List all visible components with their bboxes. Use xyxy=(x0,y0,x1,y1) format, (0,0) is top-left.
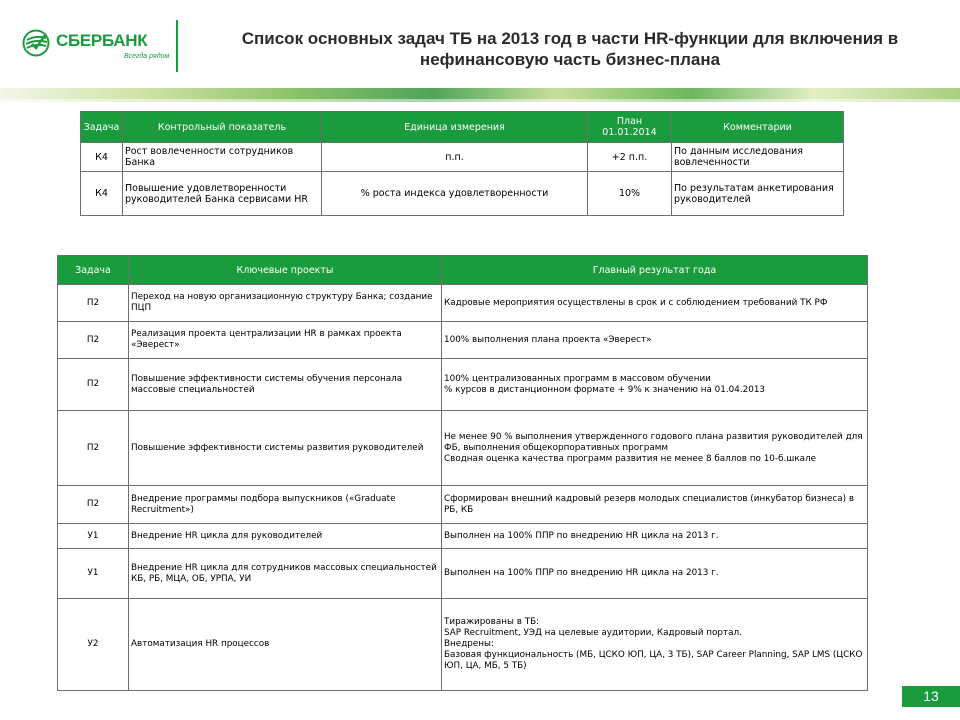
cell-project: Переход на новую организационную структуру Банка; создание ПЦП xyxy=(129,285,442,322)
table-row xyxy=(58,486,868,524)
col-header-task: Задача xyxy=(81,112,123,143)
cell-task: К4 xyxy=(81,172,123,216)
col-header-plan: План 01.01.2014 xyxy=(588,112,672,143)
table-row xyxy=(58,411,868,486)
col-header-task: Задача xyxy=(58,256,129,285)
cell-plan: +2 п.п. xyxy=(588,143,672,172)
cell-unit: п.п. xyxy=(322,143,588,172)
cell-task: У2 xyxy=(58,599,129,691)
cell-project: Повышение эффективности системы развития руководителей xyxy=(129,411,442,486)
page-number: 13 xyxy=(902,686,960,707)
cell-task: П2 xyxy=(58,322,129,359)
cell-project: Автоматизация HR процессов xyxy=(129,599,442,691)
cell-task: У1 xyxy=(58,549,129,599)
cell-task: П2 xyxy=(58,486,129,524)
col-header-indicator: Контрольный показатель xyxy=(123,112,322,143)
cell-comment: По данным исследования вовлеченности xyxy=(672,143,844,172)
cell-result: Не менее 90 % выполнения утвержденного годового плана развития руководителей для ФБ, выполнения общекорпоративных программ Сводная оценка качества программ развития не менее 8 баллов по 10-б.шкале xyxy=(442,411,868,486)
header-divider xyxy=(176,20,178,72)
table-row xyxy=(58,359,868,411)
cell-result: Тиражированы в ТБ: SAP Recruitment, УЭД на целевые аудитории, Кадровый портал. Внедрены: Базовая функциональность (МБ, ЦСКО ЮП, ЦА, 3 ТБ), SAP Career Planning, SAP LMS (ЦСКО ЮП, ЦА, МБ, 5 ТБ) xyxy=(442,599,868,691)
cell-project: Внедрение HR цикла для руководителей xyxy=(129,524,442,549)
cell-plan: 10% xyxy=(588,172,672,216)
table-row xyxy=(58,322,868,359)
cell-result: 100% централизованных программ в массовом обучении % курсов в дистанционном формате + 9% к значению на 01.04.2013 xyxy=(442,359,868,411)
cell-task: П2 xyxy=(58,411,129,486)
cell-project: Внедрение программы подбора выпускников («Graduate Recruitment») xyxy=(129,486,442,524)
cell-task: У1 xyxy=(58,524,129,549)
cell-project: Внедрение HR цикла для сотрудников массовых специальностей КБ, РБ, МЦА, ОБ, УРПА, УИ xyxy=(129,549,442,599)
cell-result: 100% выполнения плана проекта «Эверест» xyxy=(442,322,868,359)
table-row xyxy=(58,599,868,691)
cell-result: Выполнен на 100% ППР по внедрению HR цикла на 2013 г. xyxy=(442,524,868,549)
col-header-projects: Ключевые проекты xyxy=(129,256,442,285)
cell-task: П2 xyxy=(58,359,129,411)
projects-table-header xyxy=(58,256,868,285)
table-row xyxy=(58,549,868,599)
cell-project: Реализация проекта централизации HR в рамках проекта «Эверест» xyxy=(129,322,442,359)
col-header-unit: Единица измерения xyxy=(322,112,588,143)
col-header-result: Главный результат года xyxy=(442,256,868,285)
kpi-table xyxy=(80,111,844,216)
cell-result: Кадровые мероприятия осуществлены в срок и с соблюдением требований ТК РФ xyxy=(442,285,868,322)
cell-comment: По результатам анкетирования руководителей xyxy=(672,172,844,216)
cell-indicator: Рост вовлеченности сотрудников Банка xyxy=(123,143,322,172)
decorative-band xyxy=(0,88,960,102)
cell-project: Повышение эффективности системы обучения персонала массовые специальностей xyxy=(129,359,442,411)
sberbank-logo-icon xyxy=(22,29,50,57)
col-header-comments: Комментарии xyxy=(672,112,844,143)
cell-task: К4 xyxy=(81,143,123,172)
table-row xyxy=(58,524,868,549)
kpi-table-header xyxy=(81,112,844,143)
table-row xyxy=(81,143,844,172)
logo-text: СБЕРБАНК xyxy=(56,31,148,50)
cell-result: Выполнен на 100% ППР по внедрению HR цикла на 2013 г. xyxy=(442,549,868,599)
logo-tagline: Всегда рядом xyxy=(124,53,170,60)
cell-unit: % роста индекса удовлетворенности xyxy=(322,172,588,216)
cell-indicator: Повышение удовлетворенности руководителей Банка сервисами HR xyxy=(123,172,322,216)
projects-table xyxy=(57,255,868,691)
cell-task: П2 xyxy=(58,285,129,322)
table-row xyxy=(58,285,868,322)
page-title: Список основных задач ТБ на 2013 год в части HR-функции для включения в нефинансовую часть бизнес-плана xyxy=(241,29,899,69)
table-row xyxy=(81,172,844,216)
sberbank-logo xyxy=(22,27,170,67)
cell-result: Сформирован внешний кадровый резерв молодых специалистов (инкубатор бизнеса) в РБ, КБ xyxy=(442,486,868,524)
